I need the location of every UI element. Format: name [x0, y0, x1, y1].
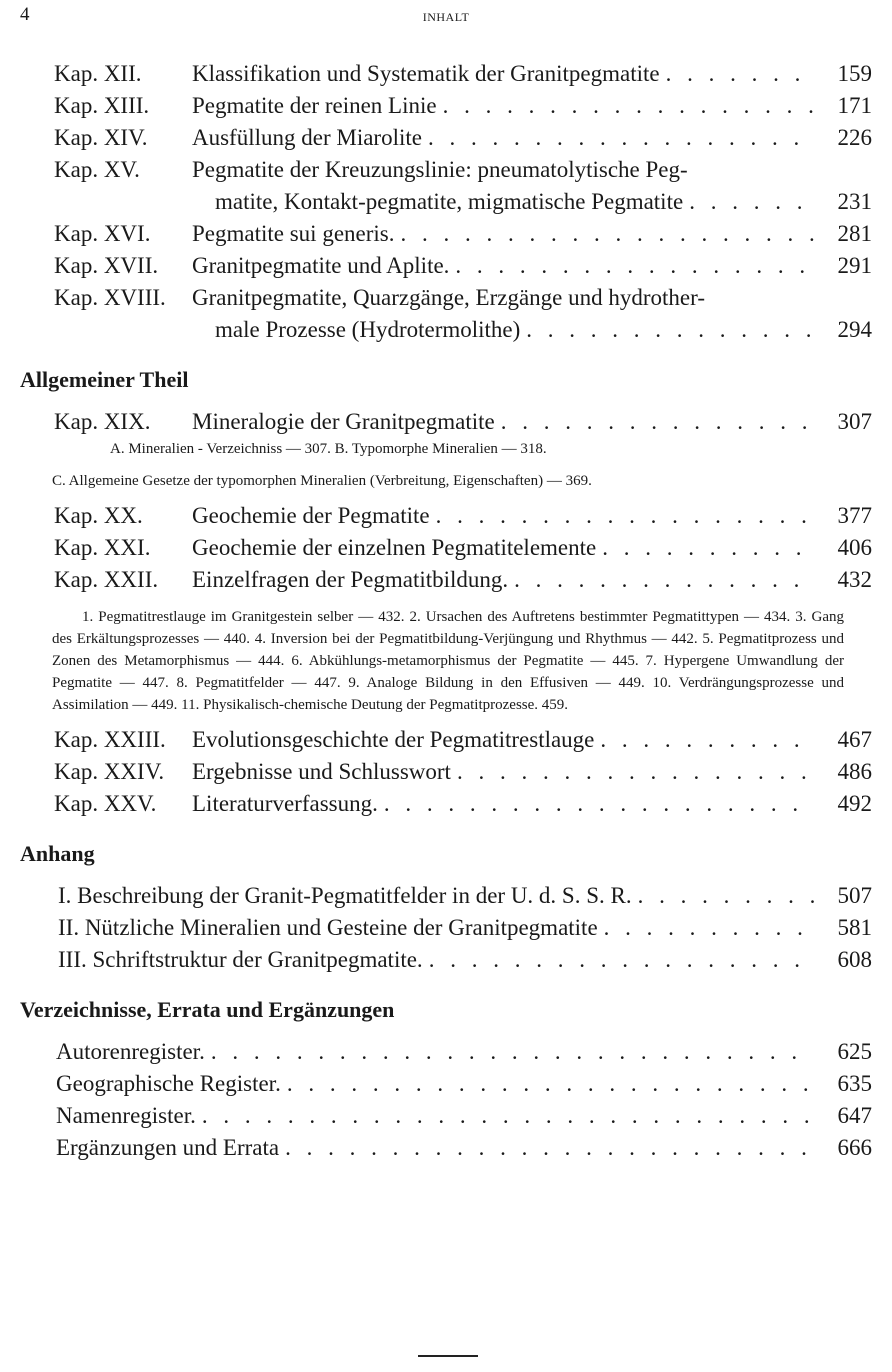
page-ref: 291	[837, 253, 872, 278]
chapter-title: Ausfüllung der Miarolite	[192, 125, 422, 150]
subentries-xix-c: C. Allgemeine Gesetze der typomorphen Mineralien (Verbreitung, Eigenschaften) — 369.	[52, 473, 592, 489]
page-ref: 467	[837, 727, 872, 752]
page-ref: 507	[837, 883, 872, 908]
page-ref: 171	[837, 93, 872, 118]
page-ref: 307	[837, 409, 872, 434]
chapter-label: Kap. XXI.	[54, 535, 151, 560]
page-ref: 635	[837, 1071, 872, 1096]
chapter-label: Kap. XXII.	[54, 567, 159, 592]
toc-entry-xxiv[interactable]	[0, 756, 892, 788]
register-title: Namenregister.	[56, 1103, 196, 1128]
toc-entry-xv[interactable]	[0, 154, 892, 218]
toc-entry-xxv[interactable]	[0, 788, 892, 820]
appendix-title: II. Nützliche Mineralien und Gesteine der Granitpegmatite	[58, 915, 598, 940]
chapter-title: Literaturverfassung.	[192, 791, 378, 816]
chapter-label: Kap. XIII.	[54, 93, 150, 118]
chapter-title: Pegmatite sui generis.	[192, 221, 395, 246]
page-ref: 647	[837, 1103, 872, 1128]
page-ref: 159	[837, 61, 872, 86]
toc-entry-xiii[interactable]	[0, 90, 892, 122]
register-title: Autorenregister.	[56, 1039, 205, 1064]
page-ref: 377	[837, 503, 872, 528]
section-heading-verzeichnisse: Verzeichnisse, Errata und Ergänzungen	[20, 997, 395, 1022]
subentries-xxii	[52, 606, 844, 716]
toc-entry-anhang-1[interactable]	[0, 880, 892, 912]
chapter-title: Geochemie der einzelnen Pegmatitelemente	[192, 535, 597, 560]
page-ref: 432	[837, 567, 872, 592]
appendix-title: III. Schriftstruktur der Granitpegmatite.	[58, 947, 423, 972]
toc-entry-xxii[interactable]	[0, 564, 892, 596]
chapter-label: Kap. XVIII.	[54, 285, 166, 310]
page-ref: 486	[837, 759, 872, 784]
section-heading-allgemeiner-theil: Allgemeiner Theil	[20, 367, 189, 392]
chapter-label: Kap. XX.	[54, 503, 143, 528]
toc-entry-xii[interactable]	[0, 58, 892, 90]
subentries-xix-ab: A. Mineralien - Verzeichniss — 307. B. Typomorphe Mineralien — 318.	[110, 441, 547, 457]
section-heading-anhang: Anhang	[20, 841, 95, 866]
page-ref: 666	[837, 1135, 872, 1160]
chapter-title: Klassifikation und Systematik der Granitpegmatite	[192, 61, 660, 86]
chapter-title: Geochemie der Pegmatite	[192, 503, 430, 528]
page-ref: 625	[837, 1039, 872, 1064]
chapter-title: Granitpegmatite und Aplite.	[192, 253, 450, 278]
toc-entry-namenregister[interactable]	[0, 1100, 892, 1132]
chapter-title-line2: matite, Kontakt-pegmatite, migmatische Pegmatite	[215, 189, 684, 214]
chapter-label: Kap. XIV.	[54, 125, 148, 150]
chapter-label: Kap. XII.	[54, 61, 142, 86]
chapter-title: Pegmatite der reinen Linie	[192, 93, 437, 118]
running-head: INHALT	[422, 10, 470, 24]
chapter-title: Mineralogie der Granitpegmatite	[192, 409, 495, 434]
chapter-label: Kap. XXIII.	[54, 727, 166, 752]
page-ref: 281	[837, 221, 872, 246]
subentries-xxii-text: 1. Pegmatitrestlauge im Granitgestein selber — 432. 2. Ursachen des Auftretens bestimmter Pegmatittypen — 434. 3. Gang des Erkältungsprozesses — 440. 4. Inversion bei der Pegmatitbildung-Verjüngung und Rhythmus — 442. 5. Pegmatitprozess und Zonen des Metamorphismus — 444. 6. Abkühlungs-metamorphismus der Pegmatite — 445. 7. Hypergene Umwandlung der Pegmatite — 447. 8. Pegmatitfelder — 447. 9. Analoge Bildung in den Effusiven — 449. 10. Verdrängungsprozesse und Assimilation — 449. 11. Physikalisch-chemische Deutung der Pegmatitprozesse. 459.	[52, 609, 844, 713]
chapter-title-line2: male Prozesse (Hydrotermolithe)	[215, 317, 521, 342]
page-ref: 581	[837, 915, 872, 940]
chapter-title: Evolutionsgeschichte der Pegmatitrestlauge	[192, 727, 595, 752]
chapter-label: Kap. XXV.	[54, 791, 157, 816]
toc-entry-xxi[interactable]	[0, 532, 892, 564]
toc-entry-anhang-3[interactable]	[0, 944, 892, 976]
appendix-title: I. Beschreibung der Granit-Pegmatitfelder in der U. d. S. S. R.	[58, 883, 632, 908]
toc-entry-xvii[interactable]	[0, 250, 892, 282]
toc-entry-xviii[interactable]	[0, 282, 892, 346]
toc-entry-autorenregister[interactable]	[0, 1036, 892, 1068]
toc-entry-xix[interactable]	[0, 406, 892, 438]
chapter-title: Ergebnisse und Schlusswort	[192, 759, 451, 784]
page-ref: 608	[837, 947, 872, 972]
toc-entry-xx[interactable]	[0, 500, 892, 532]
page-header	[20, 4, 872, 34]
toc-entry-xvi[interactable]	[0, 218, 892, 250]
chapter-title-line1: Pegmatite der Kreuzungslinie: pneumatolytische Peg-	[192, 157, 688, 182]
chapter-label: Kap. XIX.	[54, 409, 151, 434]
chapter-label: Kap. XXIV.	[54, 759, 165, 784]
chapter-title-line1: Granitpegmatite, Quarzgänge, Erzgänge und hydrother-	[192, 285, 705, 310]
chapter-title: Einzelfragen der Pegmatitbildung.	[192, 567, 509, 592]
page-ref: 406	[837, 535, 872, 560]
table-of-contents	[0, 58, 892, 1164]
page-ref: 492	[837, 791, 872, 816]
closing-rule	[418, 1355, 478, 1357]
toc-entry-xxiii[interactable]	[0, 724, 892, 756]
register-title: Geographische Register.	[56, 1071, 281, 1096]
page-number: 4	[20, 4, 30, 25]
toc-entry-anhang-2[interactable]	[0, 912, 892, 944]
toc-entry-geographische-register[interactable]	[0, 1068, 892, 1100]
toc-entry-ergaenzungen-errata[interactable]	[0, 1132, 892, 1164]
page-ref: 294	[837, 317, 872, 342]
register-title: Ergänzungen und Errata	[56, 1135, 280, 1160]
page-ref: 226	[837, 125, 872, 150]
toc-entry-xiv[interactable]	[0, 122, 892, 154]
chapter-label: Kap. XVI.	[54, 221, 151, 246]
page-ref: 231	[837, 189, 872, 214]
chapter-label: Kap. XV.	[54, 157, 140, 182]
chapter-label: Kap. XVII.	[54, 253, 159, 278]
